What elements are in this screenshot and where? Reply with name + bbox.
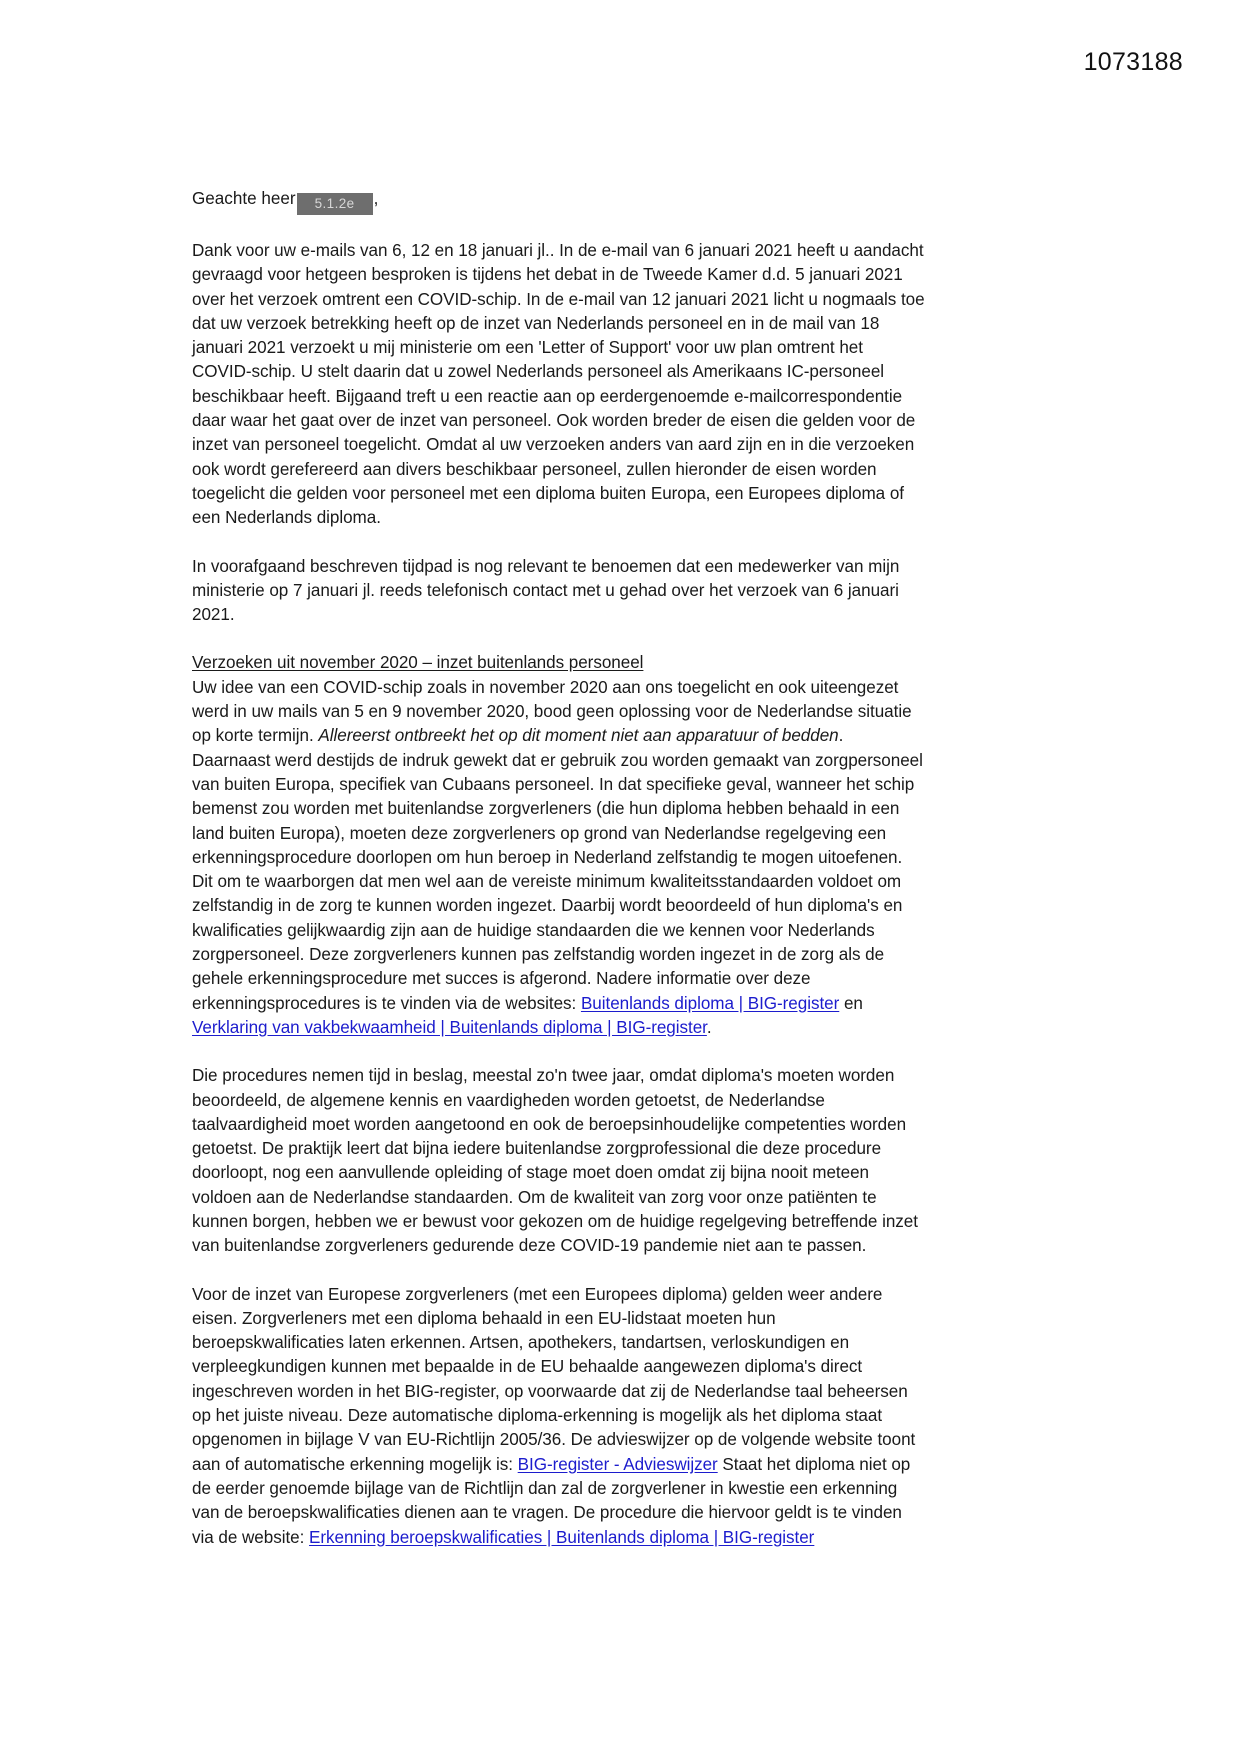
spacer (192, 627, 925, 651)
paragraph-text-part-b: . Daarnaast werd destijds de indruk gewekt dat er gebruik zou worden gemaakt van zorgpersoneel van buiten Europa, specifiek van Cubaans personeel. In dat specifieke geval, wanneer het schip bemenst zou worden met buitenlandse zorgverleners (die hun diploma hebben behaald in een land buiten Europa), moeten deze zorgverleners op grond van Nederlandse regelgeving een erkenningsprocedure doorlopen om hun beroep in Nederland zelfstandig te mogen uitoefenen. Dit om te waarborgen dat men wel aan de vereiste minimum kwaliteitsstandaarden voldoet om zelfstandig in de zorg te kunnen worden ingezet. Daarbij wordt beoordeeld of hun diploma's en kwalificaties gelijkwaardig zijn aan de huidige standaarden die we kennen voor Nederlands zorgpersoneel. Deze zorgverleners kunnen pas zelfstandig worden ingezet in de zorg als de gehele erkenningsprocedure met succes is afgerond. Nadere informatie over deze erkenningsprocedures is te vinden via de websites: (192, 726, 923, 1013)
spacer (192, 215, 925, 239)
link-big-register-adviesw8ijzer[interactable]: BIG-register - Adviesw​ijzer (517, 1454, 718, 1474)
paragraph-timeline: In voorafgaand beschreven tijdpad is nog relevant te benoemen dat een medewerker van mijn ministerie op 7 januari jl. reeds telefonisch contact met u gehad over het verzoek van 6 januari 2021. (192, 556, 900, 625)
paragraph-procedures-duration: Die procedures nemen tijd in beslag, meestal zo'n twee jaar, omdat diploma's moeten worden beoordeeld, de algemene kennis en vaardigheden worden getoetst, de Nederlandse taalvaardigheid moet worden aangetoond en ook de beroepsinhoudelijke competenties worden getoetst. De praktijk leert dat bijna iedere buitenlandse zorgprofessional die deze procedure doorloopt, nog een aanvullende opleiding of stage moet doen omdat zij bijna nooit meteen voldoen aan de Nederlandse standaarden. Om de kwaliteit van zorg voor onze patiënten te kunnen borgen, hebben we er bewust voor gekozen om de huidige regelgeving betreffende inzet van buitenlandse zorgverleners gedurende deze COVID-19 pandemie niet aan te passen. (192, 1066, 918, 1256)
spacer (192, 531, 925, 555)
paragraph-intro: Dank voor uw e-mails van 6, 12 en 18 januari jl.. In de e-mail van 6 januari 2021 heeft u aandacht gevraagd voor hetgeen besproken is tijdens het debat in de Tweede Kamer d.d. 5 januari 2021 over het verzoek omtrent een COVID-schip. In de e-mail van 12 januari 2021 licht u nogmaals toe dat uw verzoek betrekking heeft op de inzet van Nederlands personeel en in de mail van 18 januari 2021 verzoekt u mij ministerie om een 'Letter of Support' voor uw plan omtrent het COVID-schip. U stelt daarin dat u zowel Nederlands personeel als Amerikaans IC-personeel beschikbaar heeft. Bijgaand treft u een reactie aan op eerdergenoemde e-mailcorrespondentie daar waar het gaat over de inzet van personeel. Ook worden breder de eisen die gelden voor de inzet van personeel toegelicht. Omdat al uw verzoeken anders van aard zijn en in die verzoeken ook wordt gerefereerd aan divers beschikbaar personeel, zullen hieronder de eisen worden toegelicht die gelden voor personeel met een diploma buiten Europa, een Europees diploma of een Nederlands diploma. (192, 241, 925, 528)
salutation-prefix: Geachte heer (192, 189, 296, 208)
link-verklaring-van-vakbekwaamheid[interactable]: Verklaring van vakbekwaamheid | Buitenlands diploma | BIG-register (192, 1017, 707, 1037)
letter-body (192, 186, 925, 1550)
spacer (192, 1040, 925, 1064)
paragraph-text-part-e: Voor de inzet van Europese zorgverleners (met een Europees diploma) gelden weer andere eisen. Zorgverleners met een diploma behaald in een EU-lidstaat moeten hun beroepskwalificaties laten erkennen. Artsen, apothekers, tandartsen, verloskundigen en verpleegkundigen kunnen met bepaalde in de EU behaalde aangewezen diploma's direct ingeschreven worden in het BIG-register, op voorwaarde dat zij de Nederlandse taal beheersen op het juiste niveau. Deze automatische diploma-erkenning is mogelijk als het diploma staat opgenomen in bijlage V van EU-Richtlijn 2005/36. De advieswijzer op de volgende website toont aan of automatische erkenning mogelijk is: (192, 1284, 916, 1474)
paragraph-european-personnel (192, 1283, 925, 1550)
italic-emphasis-equipment: Allereerst ontbreekt het op dit moment niet aan apparatuur of bedden (318, 726, 839, 746)
paragraph-foreign-personnel (192, 676, 925, 1040)
link-erkenning-beroepskwalificaties[interactable]: Erkenning beroepskwalificaties | Buitenlands diploma | BIG-register (309, 1527, 815, 1547)
paragraph-text-part-c: en (839, 993, 863, 1013)
paragraph-text-part-a: Uw idee van een COVID-schip zoals in november 2020 aan ons toegelicht en ook uiteengezet werd in uw mails van 5 en 9 november 2020, bood geen oplossing voor de Nederlandse situatie op korte termijn. (192, 677, 912, 746)
salutation-line (192, 186, 925, 215)
link-buitenlands-diploma-big-register[interactable]: Buitenlands diploma | BIG-register (580, 993, 840, 1013)
paragraph-text-part-f: Staat het diploma niet op de eerder genoemde bijlage van de Richtlijn dan zal de zorgverlener in kwestie een erkenning van de beroepskwalificaties dienen aan te vragen. De procedure die hiervoor geldt is te vinden via de website: (192, 1454, 911, 1547)
document-number: 1073188 (1083, 48, 1183, 76)
section-heading-november-requests: Verzoeken uit november 2020 – inzet buitenlands personeel (192, 653, 644, 673)
paragraph-text-part-d: . (706, 1017, 712, 1037)
redaction-box: 5.1.2e (297, 193, 373, 215)
spacer (192, 1259, 925, 1283)
salutation-suffix: , (373, 189, 379, 208)
